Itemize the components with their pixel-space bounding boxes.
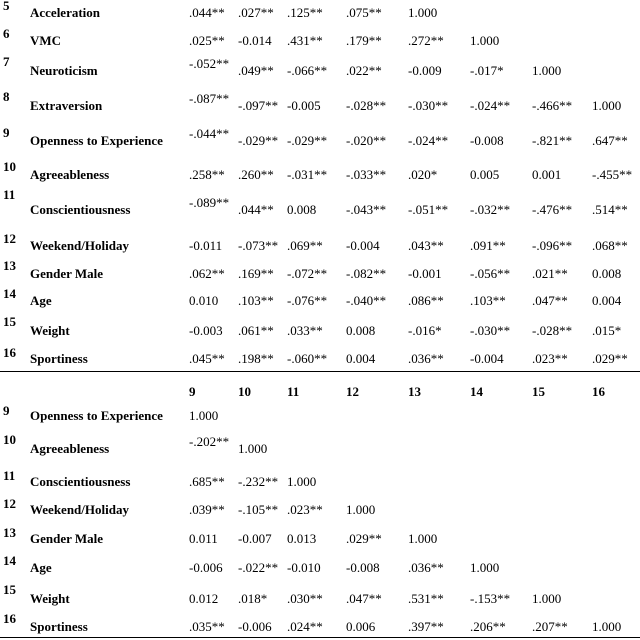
row-number: 14 xyxy=(3,553,16,568)
row-label: Age xyxy=(30,293,52,308)
table-cell: .029** xyxy=(346,531,382,546)
table-cell: .029** xyxy=(592,351,628,366)
table-cell: -.040** xyxy=(346,293,387,308)
column-header: 12 xyxy=(346,384,359,399)
table-cell: .272** xyxy=(408,33,444,48)
table-cell: .036** xyxy=(408,560,444,575)
row-label: Gender Male xyxy=(30,266,104,281)
table-cell: 0.005 xyxy=(470,167,500,182)
table-cell: -0.011 xyxy=(189,238,223,253)
row-label: Openness to Experience xyxy=(30,133,163,148)
table-cell: .260** xyxy=(238,167,274,182)
row-number: 6 xyxy=(3,26,10,41)
table-cell: .397** xyxy=(408,619,444,634)
table-cell: -.051** xyxy=(408,202,449,217)
table-cell: .047** xyxy=(532,293,568,308)
table-cell: -.022** xyxy=(238,560,279,575)
row-number: 13 xyxy=(3,525,16,540)
table-cell: -0.006 xyxy=(238,619,272,634)
table-cell: -.105** xyxy=(238,502,279,517)
table-cell: -0.010 xyxy=(287,560,321,575)
table-cell: -0.007 xyxy=(238,531,272,546)
row-number: 16 xyxy=(3,611,16,626)
table-cell: .069** xyxy=(287,238,323,253)
table-cell: -0.008 xyxy=(346,560,380,575)
table-cell: -0.005 xyxy=(287,98,321,113)
bottom-rule xyxy=(0,637,640,638)
table-cell: -.087** xyxy=(189,91,230,106)
table-cell: .514** xyxy=(592,202,628,217)
table-cell: -.153** xyxy=(470,591,511,606)
table-cell: -.096** xyxy=(532,238,573,253)
table-cell: -.033** xyxy=(346,167,387,182)
table-cell: 0.008 xyxy=(346,323,376,338)
table-cell: .075** xyxy=(346,5,382,20)
row-number: 8 xyxy=(3,89,10,104)
table-cell: .086** xyxy=(408,293,444,308)
table-cell: .061** xyxy=(238,323,274,338)
table-cell: 0.008 xyxy=(287,202,317,217)
table-cell: .049** xyxy=(238,63,274,78)
table-cell: .685** xyxy=(189,474,225,489)
table-cell: .531** xyxy=(408,591,444,606)
table-cell: .044** xyxy=(189,5,225,20)
column-header: 10 xyxy=(238,384,251,399)
table-cell: 1.000 xyxy=(287,474,317,489)
row-label: Extraversion xyxy=(30,98,103,113)
table-cell: -0.004 xyxy=(346,238,380,253)
row-number: 10 xyxy=(3,432,16,447)
table-cell: .207** xyxy=(532,619,568,634)
column-header: 15 xyxy=(532,384,545,399)
table-cell: 1.000 xyxy=(592,98,622,113)
table-cell: -.073** xyxy=(238,238,279,253)
table-cell: .024** xyxy=(287,619,323,634)
table-cell: -.089** xyxy=(189,195,230,210)
row-label: Gender Male xyxy=(30,531,104,546)
table-cell: 1.000 xyxy=(470,33,500,48)
table-cell: -.076** xyxy=(287,293,328,308)
table-cell: 1.000 xyxy=(238,441,268,456)
table-cell: -0.001 xyxy=(408,266,442,281)
table-cell: .021** xyxy=(532,266,568,281)
table-cell: 0.004 xyxy=(592,293,622,308)
table-cell: -.016* xyxy=(408,323,442,338)
table-cell: -.466** xyxy=(532,98,573,113)
row-label: Conscientiousness xyxy=(30,474,131,489)
table-cell: -.821** xyxy=(532,133,573,148)
table-cell: .022** xyxy=(346,63,382,78)
table-cell: .030** xyxy=(287,591,323,606)
row-number: 15 xyxy=(3,582,16,597)
row-label: Agreeableness xyxy=(30,441,110,456)
table-cell: .125** xyxy=(287,5,323,20)
table-cell: 0.004 xyxy=(346,351,376,366)
table-cell: 1.000 xyxy=(408,5,438,20)
row-number: 11 xyxy=(3,187,16,202)
row-number: 10 xyxy=(3,159,16,174)
table-cell: 1.000 xyxy=(346,502,376,517)
table-cell: 1.000 xyxy=(470,560,500,575)
table-cell: -.024** xyxy=(408,133,449,148)
table-cell: -.060** xyxy=(287,351,328,366)
column-header: 11 xyxy=(287,384,300,399)
row-label: Weight xyxy=(30,323,70,338)
table-cell: -.020** xyxy=(346,133,387,148)
table-cell: 0.011 xyxy=(189,531,218,546)
table-cell: -.202** xyxy=(189,434,230,449)
row-label: VMC xyxy=(30,33,62,48)
column-header: 13 xyxy=(408,384,421,399)
table-cell: 1.000 xyxy=(189,408,219,423)
row-number: 11 xyxy=(3,468,16,483)
table-cell: -.072** xyxy=(287,266,328,281)
table-cell: .023** xyxy=(532,351,568,366)
row-label: Weight xyxy=(30,591,70,606)
table-cell: -.030** xyxy=(470,323,511,338)
table-cell: 1.000 xyxy=(532,591,562,606)
table-cell: -.031** xyxy=(287,167,328,182)
table-cell: .068** xyxy=(592,238,628,253)
column-header: 16 xyxy=(592,384,605,399)
table-cell: -0.003 xyxy=(189,323,223,338)
table-cell: -.032** xyxy=(470,202,511,217)
row-label: Neuroticism xyxy=(30,63,98,78)
table-cell: 0.001 xyxy=(532,167,562,182)
row-number: 15 xyxy=(3,314,16,329)
table-cell: -0.014 xyxy=(238,33,272,48)
table-cell: -.455** xyxy=(592,167,633,182)
table-cell: -.066** xyxy=(287,63,328,78)
table-cell: -0.006 xyxy=(189,560,223,575)
table-cell: .179** xyxy=(346,33,382,48)
row-label: Weekend/Holiday xyxy=(30,502,129,517)
table-cell: .062** xyxy=(189,266,225,281)
table-cell: .103** xyxy=(238,293,274,308)
table-cell: .091** xyxy=(470,238,506,253)
table-cell: 0.010 xyxy=(189,293,219,308)
table-cell: -.097** xyxy=(238,98,279,113)
table-cell: .035** xyxy=(189,619,225,634)
table-cell: -0.008 xyxy=(470,133,504,148)
row-label: Weekend/Holiday xyxy=(30,238,129,253)
table-cell: -0.009 xyxy=(408,63,442,78)
table-cell: .018* xyxy=(238,591,268,606)
row-label: Sportiness xyxy=(30,351,88,366)
row-label: Age xyxy=(30,560,52,575)
row-number: 9 xyxy=(3,125,10,140)
table-cell: .020* xyxy=(408,167,438,182)
row-number: 12 xyxy=(3,496,16,511)
table-cell: -.029** xyxy=(238,133,279,148)
row-number: 16 xyxy=(3,345,16,360)
table-cell: -.024** xyxy=(470,98,511,113)
row-label: Sportiness xyxy=(30,619,88,634)
row-number: 14 xyxy=(3,286,16,301)
table-cell: -.044** xyxy=(189,126,230,141)
table-cell: -.052** xyxy=(189,56,230,71)
row-number: 9 xyxy=(3,403,10,418)
row-number: 7 xyxy=(3,54,10,69)
table-cell: 1.000 xyxy=(408,531,438,546)
row-number: 5 xyxy=(3,0,10,13)
table-cell: .027** xyxy=(238,5,274,20)
row-number: 12 xyxy=(3,231,16,246)
table-cell: .258** xyxy=(189,167,225,182)
table-cell: .033** xyxy=(287,323,323,338)
table-cell: 1.000 xyxy=(532,63,562,78)
table-cell: 0.008 xyxy=(592,266,622,281)
table-cell: .206** xyxy=(470,619,506,634)
table-cell: -.028** xyxy=(346,98,387,113)
table-cell: -.043** xyxy=(346,202,387,217)
table-cell: .039** xyxy=(189,502,225,517)
table-cell: .044** xyxy=(238,202,274,217)
table-cell: .047** xyxy=(346,591,382,606)
column-header: 9 xyxy=(189,384,196,399)
table-cell: .103** xyxy=(470,293,506,308)
table-cell: -.017* xyxy=(470,63,504,78)
table-cell: .169** xyxy=(238,266,274,281)
table-cell: .431** xyxy=(287,33,323,48)
table-cell: .036** xyxy=(408,351,444,366)
table-cell: -.030** xyxy=(408,98,449,113)
table-cell: 0.013 xyxy=(287,531,317,546)
table-cell: .647** xyxy=(592,133,628,148)
table-cell: 1.000 xyxy=(592,619,622,634)
table-cell: -.029** xyxy=(287,133,328,148)
table-cell: .015* xyxy=(592,323,622,338)
row-label: Openness to Experience xyxy=(30,408,163,423)
table-cell: .045** xyxy=(189,351,225,366)
table-cell: -.476** xyxy=(532,202,573,217)
row-label: Acceleration xyxy=(30,5,101,20)
table-cell: 0.006 xyxy=(346,619,376,634)
table-cell: -.056** xyxy=(470,266,511,281)
table-cell: -.232** xyxy=(238,474,279,489)
table-cell: .025** xyxy=(189,33,225,48)
column-header: 14 xyxy=(470,384,483,399)
row-label: Conscientiousness xyxy=(30,202,131,217)
table-cell: -0.004 xyxy=(470,351,504,366)
table-cell: 0.012 xyxy=(189,591,219,606)
table-cell: -.082** xyxy=(346,266,387,281)
row-label: Agreeableness xyxy=(30,167,110,182)
table-cell: -.028** xyxy=(532,323,573,338)
row-number: 13 xyxy=(3,258,16,273)
table-cell: .043** xyxy=(408,238,444,253)
section-divider xyxy=(0,371,640,372)
table-cell: .198** xyxy=(238,351,274,366)
table-cell: .023** xyxy=(287,502,323,517)
